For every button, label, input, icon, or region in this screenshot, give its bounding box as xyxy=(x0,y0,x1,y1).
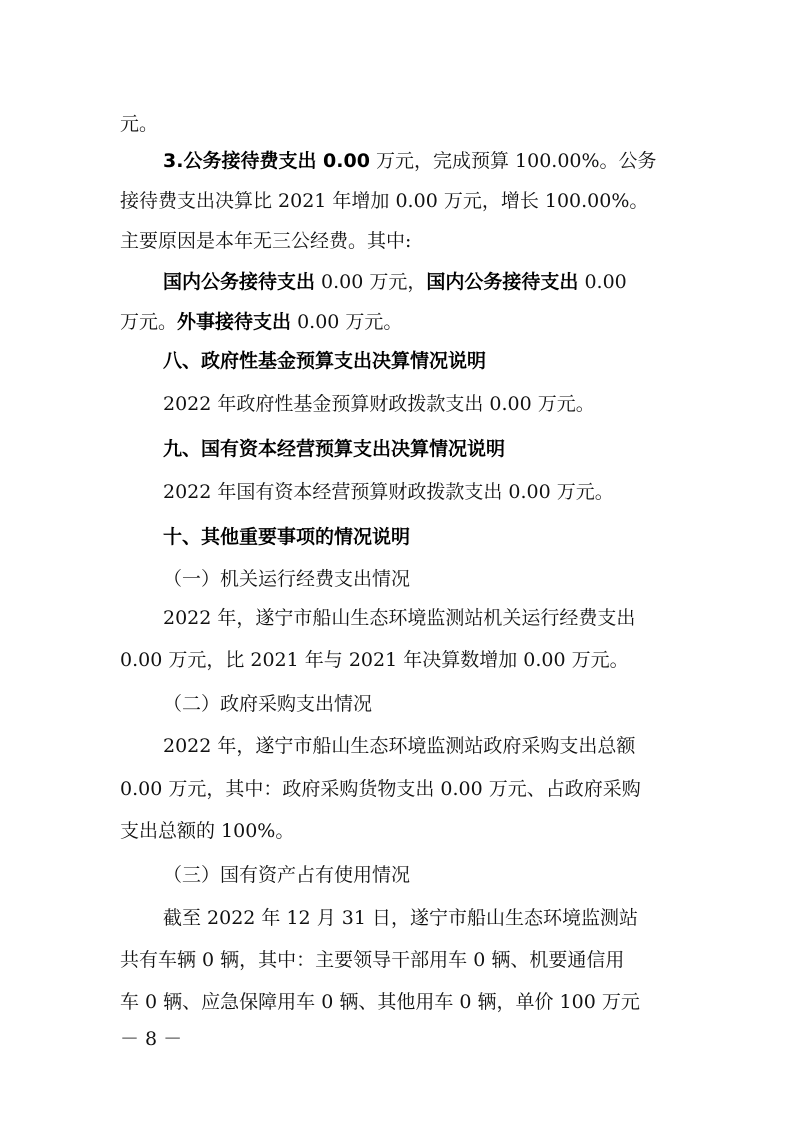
paragraph-line: 0.00 万元，其中：政府采购货物支出 0.00 万元、占政府采购 xyxy=(120,778,641,800)
paragraph-line xyxy=(163,152,657,171)
paragraph-line: 2022 年，遂宁市船山生态环境监测站机关运行经费支出 xyxy=(163,607,636,629)
body-text: 0.00 xyxy=(578,271,627,293)
paragraph-line: 主要原因是本年无三公经费。其中: xyxy=(120,230,412,252)
body-text: 0.00 万元， xyxy=(315,271,427,293)
paragraph-line: 元。 xyxy=(120,113,159,135)
paragraph-line xyxy=(163,273,627,292)
bold-heading-text: 3.公务接待费支出 0.00 xyxy=(163,150,370,172)
body-text: 万元。 xyxy=(120,311,178,333)
paragraph-line: 截至 2022 年 12 月 31 日，遂宁市船山生态环境监测站 xyxy=(163,907,638,929)
page-number: － 8 － xyxy=(120,1028,183,1050)
paragraph-line: 接待费支出决算比 2021 年增加 0.00 万元，增长 100.00%。 xyxy=(120,190,649,212)
bold-label-text: 国内公务接待支出 xyxy=(163,271,316,293)
paragraph-line: 2022 年政府性基金预算财政拨款支出 0.00 万元。 xyxy=(163,393,595,415)
paragraph-line: 0.00 万元，比 2021 年与 2021 年决算数增加 0.00 万元。 xyxy=(120,649,629,671)
paragraph-line: 车 0 辆、应急保障用车 0 辆、其他用车 0 辆，单价 100 万元 xyxy=(120,991,640,1013)
section-heading: 十、其他重要事项的情况说明 xyxy=(163,526,411,548)
section-heading: 八、政府性基金预算支出决算情况说明 xyxy=(163,350,487,372)
body-text: 0.00 万元。 xyxy=(291,311,403,333)
body-text: 万元，完成预算 100.00%。公务 xyxy=(369,150,657,172)
paragraph-line: 支出总额的 100%。 xyxy=(120,820,295,842)
section-heading: 九、国有资本经营预算支出决算情况说明 xyxy=(163,438,506,460)
paragraph-line: 2022 年国有资本经营预算财政拨款支出 0.00 万元。 xyxy=(163,481,614,503)
subsection-heading: （二）政府采购支出情况 xyxy=(163,693,373,715)
paragraph-line: 2022 年，遂宁市船山生态环境监测站政府采购支出总额 xyxy=(163,735,636,757)
paragraph-line: 共有车辆 0 辆，其中：主要领导干部用车 0 辆、机要通信用 xyxy=(120,949,625,971)
subsection-heading: （三）国有资产占有使用情况 xyxy=(163,864,411,886)
bold-label-text: 外事接待支出 xyxy=(177,311,292,333)
bold-label-text: 国内公务接待支出 xyxy=(426,271,579,293)
paragraph-line xyxy=(120,313,402,332)
subsection-heading: （一）机关运行经费支出情况 xyxy=(163,568,411,590)
